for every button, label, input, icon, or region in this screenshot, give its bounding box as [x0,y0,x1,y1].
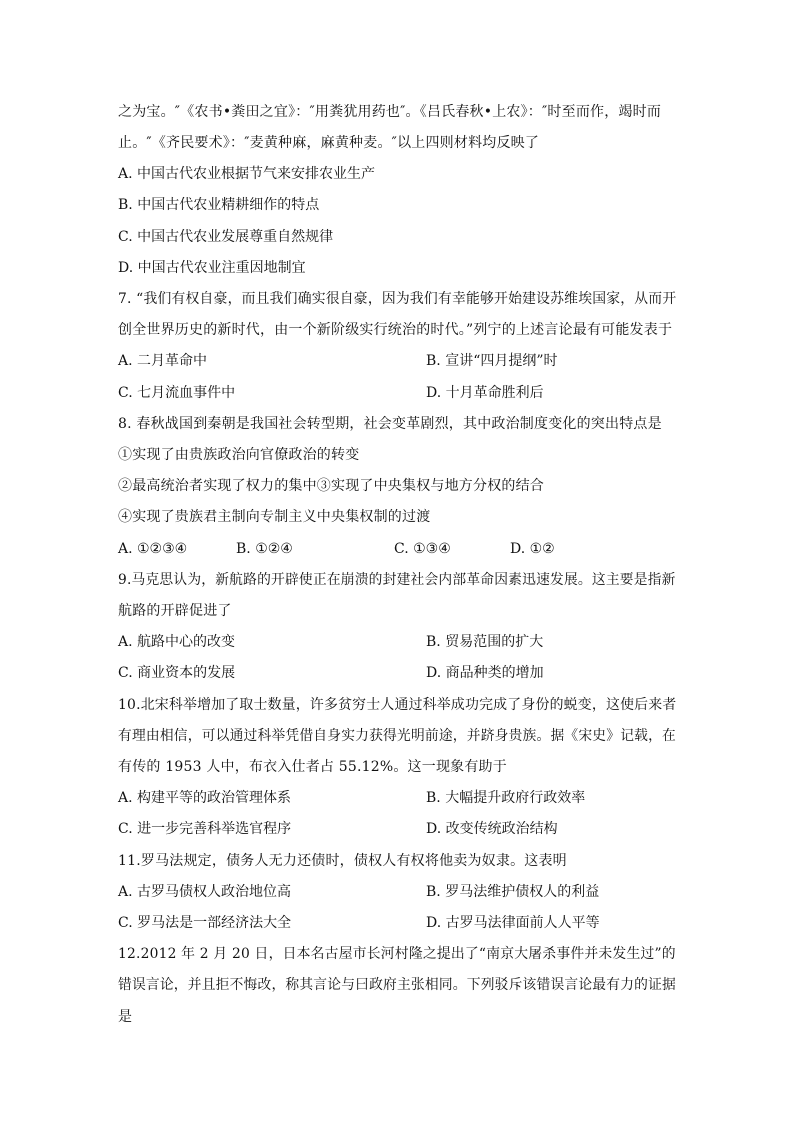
q8-stem-line-1: 8. 春秋战国到秦朝是我国社会转型期，社会变革剧烈，其中政治制度变化的突出特点是 [118,416,662,432]
q8-option-c: C. ①③④ [394,541,451,557]
q10-stem-line-2: 有理由相信，可以通过科举凭借自身实力获得光明前途，并跻身贵族。据《宋史》记载，在 [118,728,676,744]
q8-option-a: A. ①②③④ [118,541,188,557]
q11-option-a: A. 古罗马债权人政治地位高 [118,884,292,900]
q9-stem-line-2: 航路的开辟促进了 [118,603,232,619]
q12-stem-line-1: 12.2012 年 2 月 20 日，日本名古屋市长河村隆之提出了“南京大屠杀事件并未发生过”的 [118,946,676,962]
q11-option-b: B. 罗马法维护债权人的利益 [426,884,600,900]
q7-stem-line-1: 7. “我们有权自豪，而且我们确实很自豪，因为我们有幸能够开始建设苏维埃国家，从而开 [118,291,677,307]
q12-stem-line-2: 错误言论，并且拒不悔改，称其言论与曰政府主张相同。下列驳斥该错误言论最有力的证据 [118,977,676,993]
q12-stem-line-3: 是 [118,1009,133,1025]
q8-option-b: B. ①②④ [236,541,293,557]
q7-stem-line-2: 创全世界历史的新时代，由一个新阶级实行统治的时代。”列宁的上述言论最有可能发表于 [118,322,673,338]
q9-option-b: B. 贸易范围的扩大 [426,634,544,650]
q9-stem-line-1: 9.马克思认为，新航路的开辟使正在崩溃的封建社会内部革命因素迅速发展。这主要是指新 [118,572,676,588]
intro-line-1: 之为宝。″《农书•粪田之宜》：″用粪犹用药也″。《吕氏春秋•上农》：″时至而作，竭时而 [118,104,662,120]
q10-option-c: C. 进一步完善科举选官程序 [118,821,292,837]
q10-option-d: D. 改变传统政治结构 [426,821,558,837]
q9-option-a: A. 航路中心的改变 [118,634,236,650]
q9-option-c: C. 商业资本的发展 [118,665,236,681]
q6-option-b: B. 中国古代农业精耕细作的特点 [118,197,320,213]
q11-option-d: D. 古罗马法律面前人人平等 [426,915,600,931]
q8-item-3: ④实现了贵族君主制向专制主义中央集权制的过渡 [118,509,431,525]
q8-item-2: ②最高统治者实现了权力的集中③实现了中央集权与地方分权的结合 [118,478,544,494]
q10-stem-line-3: 有传的 1953 人中，布衣入仕者占 55.12%。这一现象有助于 [118,759,507,775]
q6-option-d: D. 中国古代农业注重因地制宜 [118,260,306,276]
q10-stem-line-1: 10.北宋科举增加了取士数量，许多贫穷士人通过科举成功完成了身份的蜕变，这使后来者 [118,697,677,713]
q7-option-b: B. 宣讲“四月提纲”时 [426,353,558,369]
q11-option-c: C. 罗马法是一部经济法大全 [118,915,292,931]
q9-option-d: D. 商品种类的增加 [426,665,544,681]
q8-item-1: ①实现了由贵族政治向官僚政治的转变 [118,447,360,463]
q8-option-d: D. ①② [510,541,555,557]
q6-option-c: C. 中国古代农业发展尊重自然规律 [118,229,334,245]
q10-option-a: A. 构建平等的政治管理体系 [118,790,292,806]
intro-line-2: 止。″《齐民要术》：″麦黄种麻，麻黄种麦。″以上四则材料均反映了 [118,135,540,151]
q7-option-a: A. 二月革命中 [118,353,208,369]
q10-option-b: B. 大幅提升政府行政效率 [426,790,586,806]
q6-option-a: A. 中国古代农业根据节气来安排农业生产 [118,166,376,182]
q7-option-d: D. 十月革命胜利后 [426,385,544,401]
q11-stem-line-1: 11.罗马法规定，债务人无力还债时，债权人有权将他卖为奴隶。这表明 [118,853,567,869]
q7-option-c: C. 七月流血事件中 [118,385,236,401]
